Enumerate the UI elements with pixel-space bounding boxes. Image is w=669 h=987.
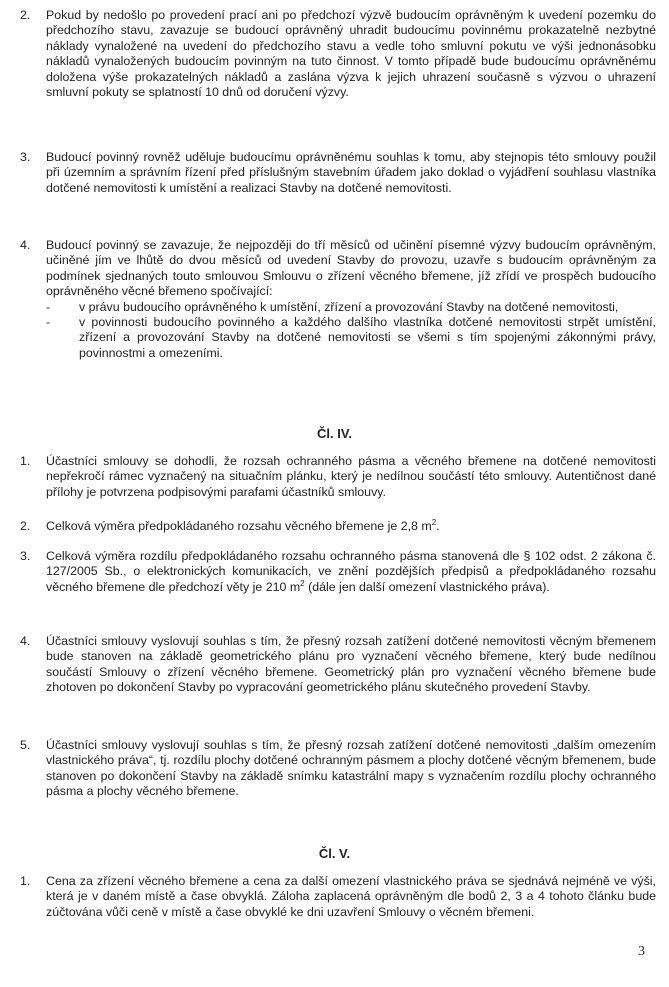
clause-text: Účastníci smlouvy vyslovují souhlas s tím, že přesný rozsah zatížení dotčené nemovitosti věcným břemenem bude stanoven na základě geometrického plánu pro vyznačení věcného břemene, který bude nedílnou součástí Smlouvy o zřízení věcného břemene. Geometrický plán pro vyznačení věcného břemene bude zhotoven po dokončení Stavby po vypracování geometrického plánu skutečného provedení Stavby. bbox=[46, 634, 656, 695]
clause-number: 2. bbox=[20, 519, 31, 533]
clause-iv-5 bbox=[20, 738, 656, 800]
sub-item bbox=[20, 315, 656, 361]
clause-text: Cena za zřízení věcného břemene a cena za další omezení vlastnického práva se sjednává nejméně ve výši, která je v daném místě a čase obvyklá. Záloha zaplacená oprávněným dle bodů 2, 3 a 4 tohoto článku bude zúčtována vůči ceně v místě a čase obvyklé ke dni uzavření Smlouvy o věcném břemeni. bbox=[46, 874, 656, 919]
page-number: 3 bbox=[638, 944, 645, 959]
sub-item-text: v povinnosti budoucího povinného a každého dalšího vlastníka dotčené nemovitosti strpět umístění, zřízení a provozování Stavby na dotčené nemovitosti se všemi s tím spojenými zákonnými právy, povinnostmi a omezeními. bbox=[79, 315, 656, 360]
clause-text: Účastníci smlouvy se dohodli, že rozsah ochranného pásma a věcného břemene na dotčené nemovitosti nepřekročí rámec vyznačený na situačním plánku, který je nedílnou součástí této smlouvy. Autentičnost dané přílohy je potvrzena podpisovými parafami účastníků smlouvy. bbox=[46, 454, 656, 499]
sub-item bbox=[20, 300, 656, 315]
clause-number: 2. bbox=[20, 8, 31, 22]
clause-text: Budoucí povinný se zavazuje, že nejpozději do tří měsíců od učinění písemné výzvy budoucím oprávněným, učiněné jím ve lhůtě do dvou měsíců od uvedení Stavby do provozu, uzavře s budoucím oprávněným za podmínek sjednaných touto smlouvou Smlouvu o zřízení věcného břemene, jíž zřídí ve prospěch budoucího oprávněného věcné břemeno spočívající: bbox=[46, 238, 656, 299]
clause-number: 5. bbox=[20, 738, 31, 752]
clause-iv-2 bbox=[20, 519, 656, 534]
section-heading-v: Čl. V. bbox=[318, 846, 351, 861]
clause-number: 1. bbox=[20, 874, 31, 888]
clause-number: 3. bbox=[20, 150, 31, 164]
clause-text-part: Celková výměra předpokládaného rozsahu věcného břemene je 2,8 m bbox=[46, 519, 432, 533]
clause-iii-3 bbox=[20, 150, 656, 196]
clause-number: 1. bbox=[20, 454, 31, 468]
sub-item-text: v právu budoucího oprávněného k umístění, zřízení a provozování Stavby na dotčené nemovitosti, bbox=[79, 299, 619, 314]
clause-v-1 bbox=[20, 874, 656, 920]
clause-text-part: (dále jen další omezení vlastnického práva). bbox=[304, 579, 550, 594]
clause-iv-3 bbox=[20, 549, 656, 595]
clause-number: 3. bbox=[20, 549, 31, 563]
section-heading-iv: Čl. IV. bbox=[317, 426, 352, 441]
clause-number: 4. bbox=[20, 634, 31, 648]
clause-text: Budoucí povinný rovněž uděluje budoucímu oprávněnému souhlas k tomu, aby stejnopis této smlouvy použil při územním a správním řízení před příslušným stavebním úřadem jako doklad o vyjádření souhlasu vlastníka dotčené nemovitosti k umístění a realizaci Stavby na dotčené nemovitosti. bbox=[46, 150, 656, 195]
clause-iii-2 bbox=[20, 8, 656, 100]
clause-iv-1 bbox=[20, 454, 656, 500]
clause-number: 4. bbox=[20, 238, 31, 252]
dash-marker: - bbox=[46, 299, 51, 314]
clause-text-part: Celková výměra rozdílu předpokládaného rozsahu ochranného pásma stanovená dle § 102 odst. 2 zákona č. 127/2005 Sb., o elektronických komunikacích, ve znění pozdějších předpisů a předpokládaného rozsahu věcného břemene dle předchozí věty je 210 m bbox=[46, 549, 656, 594]
superscript: 2 bbox=[431, 517, 437, 527]
clause-text: Pokud by nedošlo po provedení prací ani po předchozí výzvě budoucím oprávněným k uvedení pozemku do předchozího stavu, zavazuje se budoucí oprávněný uhradit budoucímu povinnému prokazatelně nezbytné náklady vynaložené na uvedení do předchozího stavu a vedle toho smluvní pokutu ve výši jednonásobku nákladů vynaložených budoucím povinným na tuto činnost. V tomto případě bude budoucímu oprávněnému doložena výše prokazatelných nákladů a zaslána výzva k jejich uhrazení současně s výzvou o uhrazení smluvní pokuty se splatností 10 dnů od doručení výzvy. bbox=[46, 8, 656, 100]
clause-iii-4 bbox=[20, 238, 656, 361]
clause-text-part: . bbox=[436, 519, 440, 533]
superscript: 2 bbox=[300, 578, 305, 588]
dash-marker: - bbox=[46, 315, 51, 330]
clause-text: Účastníci smlouvy vyslovují souhlas s tím, že přesný rozsah zatížení dotčené nemovitosti „dalším omezením vlastnického práva“, tj. rozdílu plochy dotčené ochranným pásmem a plochy dotčené věcným břemenem, bude stanoven po dokončení Stavby na základě snímku katastrální mapy s vyznačením rozdílu plochy ochranného pásma a plochy věcného břemene. bbox=[46, 738, 656, 799]
clause-text bbox=[46, 519, 656, 534]
clause-text bbox=[46, 549, 656, 595]
clause-iv-4 bbox=[20, 634, 656, 696]
